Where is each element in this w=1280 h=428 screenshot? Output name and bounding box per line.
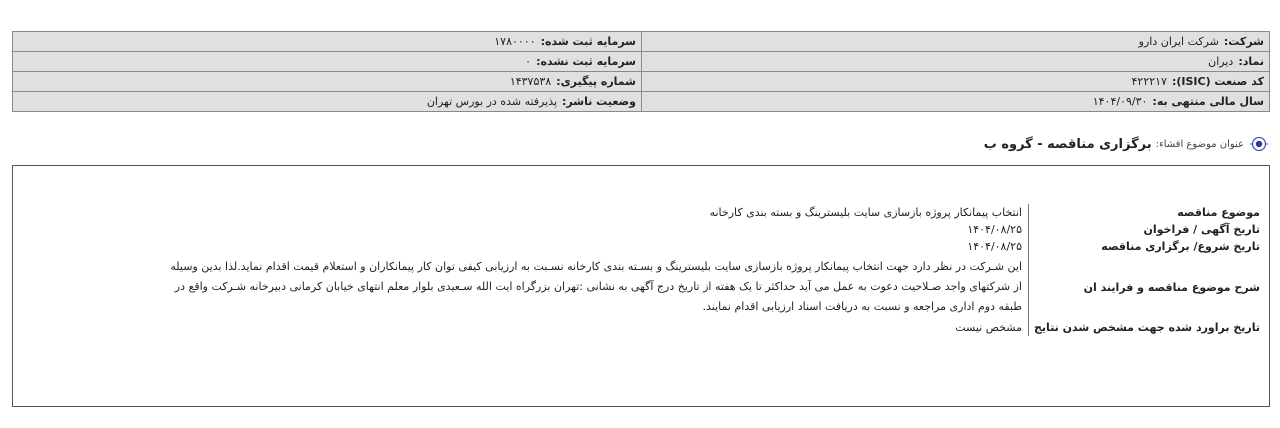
fiscal-label: سال مالی منتهی به: [1152,95,1264,108]
symbol-cell [642,52,1270,72]
publisher-cell [13,92,642,112]
disclosure-subject [984,135,1268,153]
symbol-label: نماد: [1238,55,1264,68]
isic-cell [642,72,1270,92]
tender-details-box [12,165,1270,407]
detail-row [159,319,1263,336]
publisher-label: وضعیت ناشر: [562,95,636,108]
tracking-label: شماره پیگیری: [556,75,636,88]
info-row [13,92,1270,112]
company-info-table [12,31,1270,112]
info-row [13,52,1270,72]
start-value: ۱۴۰۴/۰۸/۲۵ [967,240,1022,253]
company-label: شرکت: [1223,35,1264,48]
disclosure-title: برگزاری مناقصه - گروه ب [983,136,1152,152]
detail-row [159,255,1263,319]
info-row [13,72,1270,92]
capital-unregistered-label: سرمایه ثبت نشده: [536,55,636,68]
desc-value: این شـرکت در نظر دارد جهت انتخاب پیمانکار پروژه بازسازی سایت بلیسترینگ و بسـته بندی کارخانه نسـبت به ارزیابی کیفی توان کار پیمانکاران و استعلام قیمت اقدام نماید.لذا بدین وسیله از شرکتهای واجد صـلاحیت دعوت به عمل می آید حداکثر تا یک هفته از تاریخ درج آگهی به نشانی :تهران بزرگراه ایت الله سـعیدی بلوار معلم انتهای خیابان کرمانی دبیرخانه شـرکت واقع در طبقه دوم اداری مراجعه و نسبت به دریافت اسناد ارزیابی اقدام نمایند. [170,260,1022,313]
fiscal-value: ۱۴۰۴/۰۹/۳۰ [1092,95,1148,108]
announce-value: ۱۴۰۴/۰۸/۲۵ [967,223,1022,236]
publisher-value: پذیرفته شده در بورس تهران [426,95,558,108]
tender-details-table [159,204,1263,336]
capital-unregistered-cell [13,52,642,72]
info-row [13,32,1270,52]
capital-unregistered-value: ۰ [525,55,532,68]
symbol-value: دیران [1208,55,1234,68]
isic-value: ۴۲۲۲۱۷ [1131,75,1167,88]
capital-registered-cell [13,32,642,52]
fiscal-cell [642,92,1270,112]
detail-row [159,204,1263,221]
tracking-cell [13,72,642,92]
start-label: تاریخ شروع/ برگزاری مناقصه [1029,238,1264,255]
capital-registered-label: سرمایه ثبت شده: [540,35,636,48]
isic-label: کد صنعت (ISIC): [1171,75,1264,88]
company-cell [642,32,1270,52]
subject-value: انتخاب پیمانکار پروژه بازسازی سایت بلیسترینگ و بسته بندی کارخانه [709,206,1022,219]
announce-label: تاریخ آگهی / فراخوان [1029,221,1264,238]
detail-row [159,221,1263,238]
detail-row [159,238,1263,255]
subject-label: موضوع مناقصه [1029,204,1264,221]
estimate-label: تاریخ براورد شده جهت مشخص شدن نتایج [1029,319,1264,336]
disclosure-caption: عنوان موضوع افشاء: [1155,138,1244,150]
capital-registered-value: ۱۷۸۰۰۰۰ [494,35,536,48]
company-value: شرکت ایران دارو [1138,35,1219,48]
target-icon [1250,135,1268,153]
desc-label: شرح موضوع مناقصه و فرایند ان [1029,255,1264,319]
tracking-value: ۱۴۳۷۵۳۸ [509,75,552,88]
estimate-value: مشخص نیست [955,321,1022,334]
